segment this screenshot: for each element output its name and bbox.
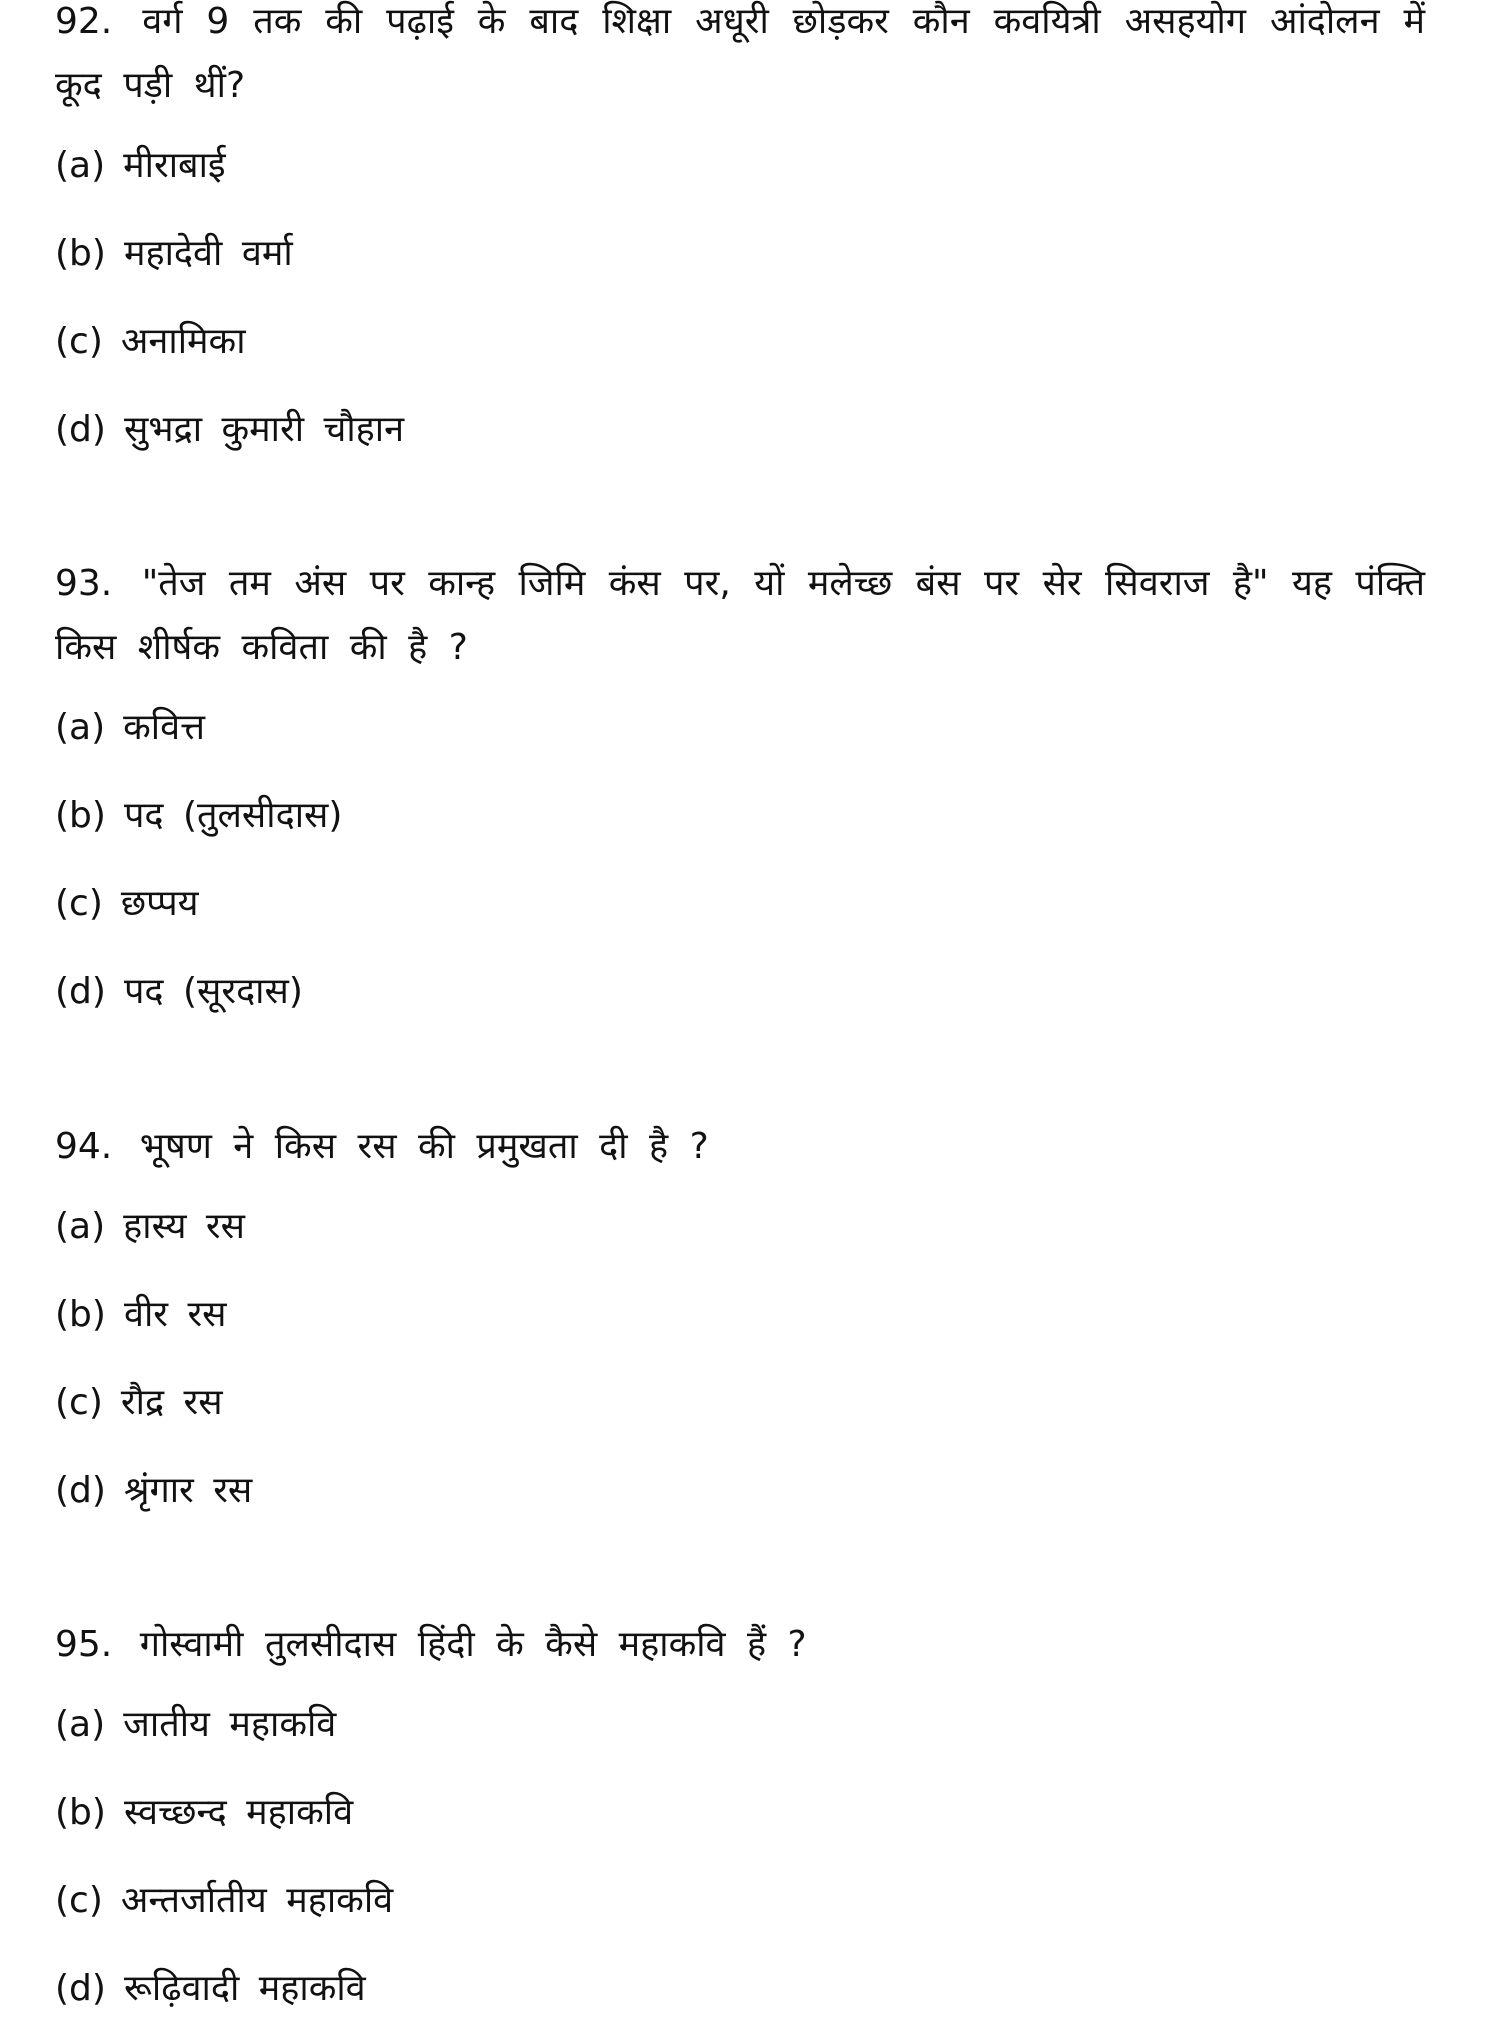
option-letter: (a)	[55, 1704, 106, 1745]
options-list	[55, 1681, 1425, 2033]
question-number: 94.	[55, 1126, 113, 1167]
options-list	[55, 122, 1425, 474]
question-95	[55, 1613, 1425, 2033]
option-b	[55, 1271, 1425, 1359]
option-letter: (b)	[55, 1792, 106, 1833]
option-letter: (d)	[55, 971, 106, 1012]
option-c	[55, 860, 1425, 948]
question-93	[55, 552, 1425, 1036]
option-letter: (c)	[55, 1382, 103, 1423]
option-text: हास्य रस	[123, 1206, 245, 1247]
question-body: गोस्वामी तुलसीदास हिंदी के कैसे महाकवि हैं ?	[139, 1624, 807, 1665]
question-number: 93.	[55, 563, 113, 604]
question-body: भूषण ने किस रस की प्रमुखता दी है ?	[139, 1126, 709, 1167]
option-a	[55, 1681, 1425, 1769]
option-b	[55, 1769, 1425, 1857]
option-text: अनामिका	[120, 321, 246, 362]
option-text: रूढ़िवादी महाकवि	[123, 1968, 366, 2009]
option-letter: (b)	[55, 233, 106, 274]
option-letter: (a)	[55, 1206, 106, 1247]
option-text: स्वच्छन्द महाकवि	[123, 1792, 354, 1833]
question-number: 95.	[55, 1624, 113, 1665]
option-text: जातीय महाकवि	[123, 1704, 337, 1745]
option-letter: (d)	[55, 1470, 106, 1511]
option-letter: (c)	[55, 883, 103, 924]
option-letter: (c)	[55, 321, 103, 362]
option-text: अन्तर्जातीय महाकवि	[120, 1880, 394, 1921]
question-94	[55, 1115, 1425, 1535]
option-letter: (a)	[55, 707, 106, 748]
option-text: मीराबाई	[123, 145, 226, 186]
option-d	[55, 948, 1425, 1036]
option-c	[55, 1359, 1425, 1447]
option-d	[55, 1447, 1425, 1535]
option-letter: (a)	[55, 145, 106, 186]
option-d	[55, 1945, 1425, 2033]
option-text: महादेवी वर्मा	[123, 233, 293, 274]
option-text: श्रृंगार रस	[123, 1470, 253, 1511]
question-text	[55, 1613, 1425, 1677]
option-letter: (c)	[55, 1880, 103, 1921]
options-list	[55, 684, 1425, 1036]
option-letter: (d)	[55, 1968, 106, 2009]
options-list	[55, 1183, 1425, 1535]
question-body: वर्ग 9 तक की पढ़ाई के बाद शिक्षा अधूरी छोड़कर कौन कवयित्री असहयोग आंदोलन में कूद पड़ी थीं?	[55, 1, 1426, 106]
option-a	[55, 1183, 1425, 1271]
option-a	[55, 684, 1425, 772]
option-a	[55, 122, 1425, 210]
option-text: कवित्त	[123, 707, 206, 748]
option-letter: (b)	[55, 795, 106, 836]
option-text: छप्पय	[120, 883, 199, 924]
option-text: पद (तुलसीदास)	[123, 795, 343, 836]
option-b	[55, 210, 1425, 298]
option-text: पद (सूरदास)	[123, 971, 303, 1012]
option-letter: (b)	[55, 1294, 106, 1335]
question-text	[55, 1115, 1425, 1179]
option-text: वीर रस	[123, 1294, 227, 1335]
option-letter: (d)	[55, 409, 106, 450]
option-c	[55, 298, 1425, 386]
question-number: 92.	[55, 1, 113, 42]
option-c	[55, 1857, 1425, 1945]
question-text	[55, 552, 1425, 680]
option-text: सुभद्रा कुमारी चौहान	[123, 409, 405, 450]
option-text: रौद्र रस	[120, 1382, 223, 1423]
question-text	[55, 0, 1425, 118]
question-92	[55, 0, 1425, 474]
option-d	[55, 386, 1425, 474]
option-b	[55, 772, 1425, 860]
question-body: "तेज तम अंस पर कान्ह जिमि कंस पर, यों मलेच्छ बंस पर सेर सिवराज है" यह पंक्ति किस शीर्षक कविता की है ?	[55, 563, 1425, 668]
